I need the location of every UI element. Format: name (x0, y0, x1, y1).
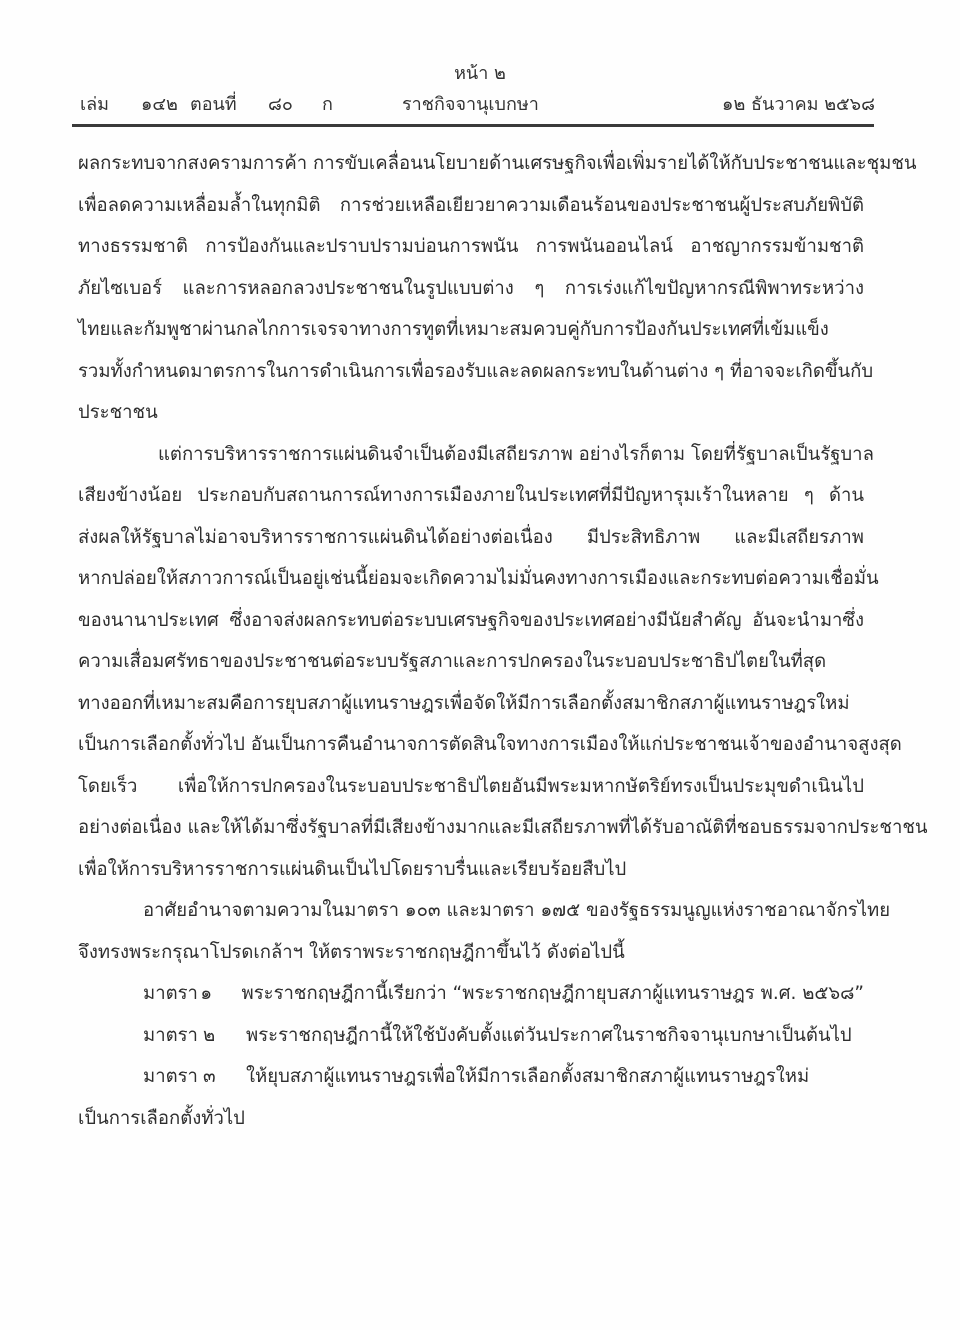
section-text: ให้ยุบสภาผู้แทนราษฎรเพื่อให้มีการเลือกตั้งสมาชิกสภาผู้แทนราษฎรใหม่ (246, 1066, 810, 1087)
header-divider (72, 124, 874, 127)
section-text: พระราชกฤษฎีกานี้ให้ใช้บังคับตั้งแต่วันประกาศในราชกิจจานุเบกษาเป็นต้นไป (246, 1024, 852, 1046)
issue-number: ๘๐ (268, 94, 293, 115)
text-line: ส่งผลให้รัฐบาลไม่อาจบริหารราชการแผ่นดินได้อย่างต่อเนื่อง มีประสิทธิภาพ และมีเสถียรภาพ (78, 526, 864, 548)
text-line: ประชาชน (78, 402, 158, 423)
issue-label: ตอนที่ (190, 94, 237, 115)
paragraph-3 (78, 890, 891, 973)
text-line: เพื่อให้การบริหารราชการแผ่นดินเป็นไปโดยราบรื่นและเรียบร้อยสืบไป (78, 858, 627, 880)
section-number: ๑ (200, 983, 213, 1004)
paragraph-1 (78, 143, 917, 434)
text-line: อย่างต่อเนื่อง และให้ได้มาซึ่งรัฐบาลที่มีเสียงข้างมากและมีเสถียรภาพที่ได้รับอาณัติที่ชอบธรรมจากประชาชน (78, 817, 928, 838)
text-line: อาศัยอำนาจตามความในมาตรา ๑๐๓ และมาตรา ๑๗๕ ของรัฐธรรมนูญแห่งราชอาณาจักรไทย (143, 900, 891, 921)
text-line: โดยเร็ว เพื่อให้การปกครองในระบอบประชาธิปไตยอันมีพระมหากษัตริย์ทรงเป็นประมุขดำเนินไป (78, 775, 864, 797)
section-letter: ก (322, 94, 333, 115)
text-line: จึงทรงพระกรุณาโปรดเกล้าฯ ให้ตราพระราชกฤษฎีกาขึ้นไว้ ดังต่อไปนี้ (78, 941, 625, 963)
text-line: รวมทั้งกำหนดมาตรการในการดำเนินการเพื่อรองรับและลดผลกระทบในด้านต่าง ๆ ที่อาจจะเกิดขึ้นกับ (78, 360, 874, 382)
section-label: มาตรา (143, 1024, 198, 1046)
text-line: แต่การบริหารราชการแผ่นดินจำเป็นต้องมีเสถียรภาพ อย่างไรก็ตาม โดยที่รัฐบาลเป็นรัฐบาล (158, 443, 874, 465)
text-line: ผลกระทบจากสงครามการค้า การขับเคลื่อนนโยบายด้านเศรษฐกิจเพื่อเพิ่มรายได้ให้กับประชาชนและชุมชน (78, 153, 917, 174)
section-3 (78, 1056, 864, 1098)
text-line: เพื่อลดความเหลื่อมล้ำในทุกมิติ การช่วยเหลือเยียวยาความเดือนร้อนของประชาชนผู้ประสบภัยพิบัติ (78, 194, 864, 216)
section-number: ๓ (203, 1066, 216, 1087)
document-body (78, 143, 928, 1139)
text-line: ของนานาประเทศ ซึ่งอาจส่งผลกระทบต่อระบบเศรษฐกิจของประเทศอย่างมีนัยสำคัญ อันจะนำมาซึ่ง (78, 609, 864, 631)
text-line: เสียงข้างน้อย ประกอบกับสถานการณ์ทางการเมืองภายในประเทศที่มีปัญหารุมเร้าในหลาย ๆ ด้าน (78, 485, 864, 506)
text-line: ไทยและกัมพูชาผ่านกลไกการเจรจาทางการทูตที่เหมาะสมควบคู่กับการป้องกันประเทศที่เข้มแข็ง (78, 319, 829, 340)
section-text: พระราชกฤษฎีกานี้เรียกว่า “พระราชกฤษฎีกายุบสภาผู้แทนราษฎร พ.ศ. ๒๕๖๘” (241, 983, 864, 1004)
gazette-name: ราชกิจจานุเบกษา (402, 94, 539, 115)
section-number: ๒ (203, 1024, 216, 1046)
paragraph-2 (78, 434, 928, 891)
section-label: มาตรา (143, 983, 198, 1004)
text-line: ภัยไซเบอร์ และการหลอกลวงประชาชนในรูปแบบต่าง ๆ การเร่งแก้ไขปัญหากรณีพิพาทระหว่าง (78, 277, 864, 299)
section-1 (78, 973, 864, 1015)
volume-label: เล่ม (80, 94, 110, 115)
section-label: มาตรา (143, 1066, 198, 1087)
text-line: ทางธรรมชาติ การป้องกันและปราบปรามบ่อนการพนัน การพนันออนไลน์ อาชญากรรมข้ามชาติ (78, 236, 864, 257)
page-number: หน้า ๒ (454, 63, 506, 84)
text-line: ความเสื่อมศรัทธาของประชาชนต่อระบบรัฐสภาและการปกครองในระบอบประชาธิปไตยในที่สุด (78, 651, 827, 672)
volume-number: ๑๔๒ (141, 94, 178, 115)
text-line: เป็นการเลือกตั้งทั่วไป อันเป็นการคืนอำนาจการตัดสินใจทางการเมืองให้แก่ประชาชนเจ้าของอำนาจสูงสุด (78, 734, 902, 755)
publication-date: ๑๒ ธันวาคม ๒๕๖๘ (722, 94, 875, 115)
gazette-header (75, 90, 875, 120)
section-3-continuation: เป็นการเลือกตั้งทั่วไป (78, 1107, 245, 1129)
text-line: หากปล่อยให้สภาวการณ์เป็นอยู่เช่นนี้ย่อมจะเกิดความไม่มั่นคงทางการเมืองและกระทบต่อความเชื่อมั่น (78, 568, 879, 589)
section-2 (78, 1015, 864, 1057)
text-line: ทางออกที่เหมาะสมคือการยุบสภาผู้แทนราษฎรเพื่อจัดให้มีการเลือกตั้งสมาชิกสภาผู้แทนราษฎรใหม่ (78, 692, 850, 714)
